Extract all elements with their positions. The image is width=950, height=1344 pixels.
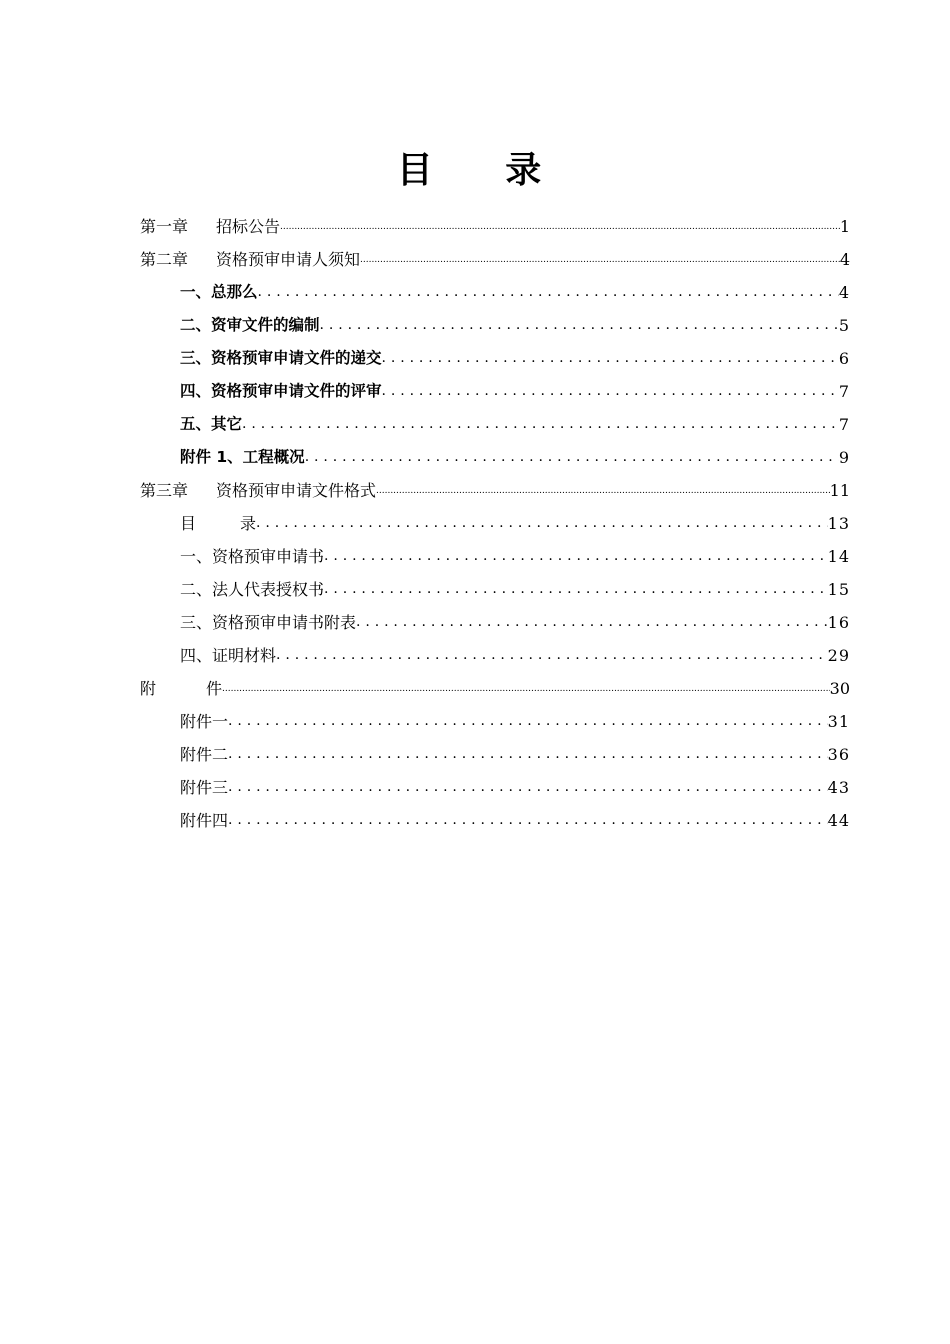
dot-leader: [228, 804, 828, 837]
toc-entry-label: 第三章 资格预审申请文件格式: [140, 481, 377, 500]
toc-entry-section[interactable]: [140, 375, 850, 408]
toc-entry-label: 四、资格预审申请文件的评审: [180, 382, 382, 400]
toc-entry-label: 一、资格预审申请书: [180, 547, 325, 566]
dot-leader: [228, 771, 828, 804]
dot-leader: [222, 672, 830, 705]
toc-entry-appendix[interactable]: [140, 672, 850, 705]
toc-entry-chapter-1[interactable]: [140, 210, 850, 243]
dot-leader: [276, 639, 828, 672]
toc-entry-page: 9: [838, 448, 850, 467]
toc-entry-section[interactable]: [140, 573, 850, 606]
toc-entry-label: 附件二: [180, 745, 229, 764]
toc-entry-section[interactable]: [140, 771, 850, 804]
toc-entry-label: 三、资格预审申请书附表: [180, 613, 357, 632]
toc-entry-label: 附件 1、工程概况: [180, 448, 305, 466]
toc-entry-page: 30: [829, 679, 850, 698]
dot-leader: [360, 243, 840, 276]
toc-entry-chapter-3[interactable]: [140, 474, 850, 507]
dot-leader: [256, 507, 828, 540]
toc-entry-label: 目 录: [180, 514, 257, 533]
toc-entry-section[interactable]: [140, 507, 850, 540]
toc-entry-page: 36: [827, 745, 850, 764]
toc-entry-section[interactable]: [140, 804, 850, 837]
toc-entry-section[interactable]: [140, 639, 850, 672]
toc-entry-page: 13: [827, 514, 850, 533]
toc-entry-section[interactable]: [140, 309, 850, 342]
toc-entry-label: 第一章 招标公告: [140, 217, 281, 236]
toc-entry-chapter-2[interactable]: [140, 243, 850, 276]
toc-entry-label: 附件四: [180, 811, 229, 830]
toc-entry-page: 31: [827, 712, 850, 731]
toc-entry-label: 附件一: [180, 712, 229, 731]
toc-entry-label: 附件三: [180, 778, 229, 797]
toc-entry-page: 15: [827, 580, 850, 599]
dot-leader: [280, 210, 840, 243]
dot-leader: [228, 738, 828, 771]
toc-entry-page: 29: [827, 646, 850, 665]
dot-leader: [324, 573, 828, 606]
toc-entry-section[interactable]: [140, 540, 850, 573]
toc-entry-section[interactable]: [140, 441, 850, 474]
toc-entry-section[interactable]: [140, 342, 850, 375]
toc-entry-section[interactable]: [140, 705, 850, 738]
dot-leader: [382, 375, 839, 408]
dot-leader: [324, 540, 828, 573]
dot-leader: [305, 441, 839, 474]
toc-entry-section[interactable]: [140, 738, 850, 771]
toc-entry-page: 16: [827, 613, 850, 632]
toc-entry-page: 14: [827, 547, 850, 566]
toc-entry-section[interactable]: [140, 606, 850, 639]
toc-entry-page: 4: [838, 283, 850, 302]
toc-entry-page: 11: [829, 481, 850, 500]
toc-entry-label: 三、资格预审申请文件的递交: [180, 349, 382, 367]
dot-leader: [376, 474, 830, 507]
toc-title: 目 录: [396, 150, 572, 191]
toc-entry-page: 44: [827, 811, 850, 830]
dot-leader: [242, 408, 839, 441]
dot-leader: [320, 309, 839, 342]
toc-entry-label: 四、证明材料: [180, 646, 277, 665]
toc-entry-label: 二、资审文件的编制: [180, 316, 320, 334]
toc-entry-label: 第二章 资格预审申请人须知: [140, 250, 361, 269]
toc-entry-page: 5: [838, 316, 850, 335]
toc-entry-page: 6: [838, 349, 850, 368]
toc-entry-page: 7: [838, 382, 850, 401]
toc-entry-section[interactable]: [140, 276, 850, 309]
table-of-contents: [140, 210, 850, 837]
dot-leader: [228, 705, 828, 738]
dot-leader: [356, 606, 828, 639]
toc-entry-label: 二、法人代表授权书: [180, 580, 325, 599]
dot-leader: [382, 342, 839, 375]
toc-entry-page: 43: [827, 778, 850, 797]
dot-leader: [258, 276, 839, 309]
toc-entry-label: 一、总那么: [180, 283, 258, 301]
toc-entry-page: 1: [839, 217, 850, 236]
toc-entry-page: 7: [838, 415, 850, 434]
toc-entry-label: 附 件: [140, 679, 223, 698]
toc-entry-page: 4: [839, 250, 850, 269]
toc-entry-section[interactable]: [140, 408, 850, 441]
toc-entry-label: 五、其它: [180, 415, 243, 433]
